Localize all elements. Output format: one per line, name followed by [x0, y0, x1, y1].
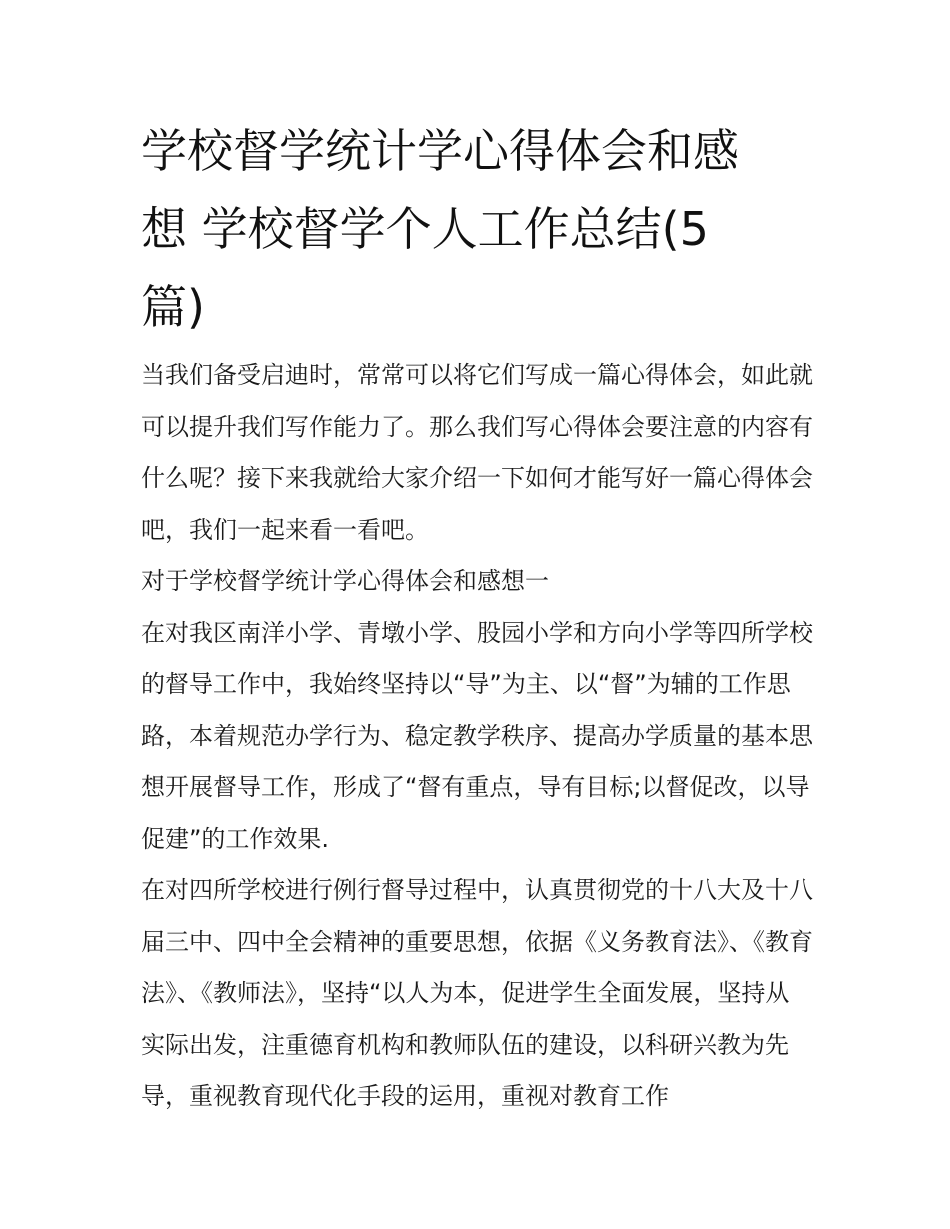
title-line-3: 篇) [141, 280, 205, 334]
title-line-1: 学校督学统计学心得体会和感 [141, 124, 739, 178]
body-paragraph: 在对我区南洋小学、青墩小学、股园小学和方向小学等四所学校的督导工作中，我始终坚持以“导”为主、以“督”为辅的工作思路，本着规范办学行为、稳定教学秩序、提高办学质量的基本思想开展督导工作，形成了“督有重点，导有目标;以督促改，以导促建”的工作效果. [141, 618, 813, 853]
document-body [141, 350, 813, 1123]
section-heading: 对于学校督学统计学心得体会和感想一 [141, 567, 549, 595]
title-line-2: 想 学校督学个人工作总结(5 [141, 202, 709, 256]
body-paragraph: 在对四所学校进行例行督导过程中，认真贯彻党的十八大及十八届三中、四中全会精神的重要思想，依据《义务教育法》、《教育法》、《教师法》，坚持“以人为本，促进学生全面发展，坚持从实际出发，注重德育机构和教师队伍的建设，以科研兴教为先导，重视教育现代化手段的运用，重视对教育工作 [141, 876, 813, 1110]
intro-paragraph: 当我们备受启迪时，常常可以将它们写成一篇心得体会，如此就可以提升我们写作能力了。那么我们写心得体会要注意的内容有什么呢？接下来我就给大家介绍一下如何才能写好一篇心得体会吧，我们一起来看一看吧。 [141, 361, 813, 544]
document-content [141, 112, 813, 1123]
document-title [141, 112, 813, 346]
